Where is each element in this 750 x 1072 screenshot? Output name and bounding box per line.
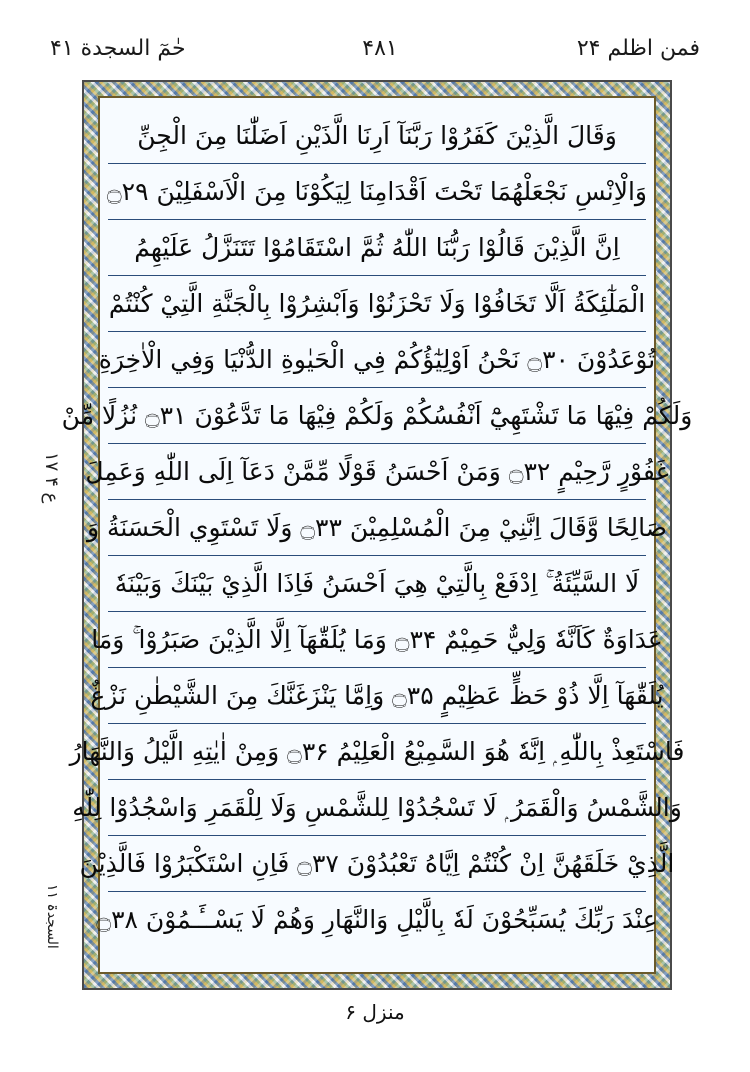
verse-line: اِنَّ الَّذِيْنَ قَالُوْا رَبُّنَا اللّٰهُ ثُمَّ اسْتَقَامُوْا تَتَنَزَّلُ عَلَيْهِمُ [108, 220, 646, 276]
verse-line: لَا السَّيِّئَةُ ۚ اِدْفَعْ بِالَّتِيْ هِيَ اَحْسَنُ فَاِذَا الَّذِيْ بَيْنَكَ وَبَيْنَهٗ [108, 556, 646, 612]
verse-line: وَالْاِنْسِ نَجْعَلْهُمَا تَحْتَ اَقْدَامِنَا لِيَكُوْنَا مِنَ الْاَسْفَلِيْنَ ۝۲۹ [108, 164, 646, 220]
verse-line: تُوْعَدُوْنَ ۝۳۰ نَحْنُ اَوْلِيٰٓؤُكُمْ فِي الْحَيٰوةِ الدُّنْيَا وَفِي الْاٰخِرَةِ [108, 332, 646, 388]
verse-line: يُلَقّٰهَآ اِلَّا ذُوْ حَظٍّ عَظِيْمٍ ۝۳۵ وَاِمَّا يَنْزَغَنَّكَ مِنَ الشَّيْطٰنِ نَزْغٌ [108, 668, 646, 724]
page-header [0, 0, 750, 80]
verse-line: عِنْدَ رَبِّكَ يُسَبِّحُوْنَ لَهٗ بِالَّيْلِ وَالنَّهَارِ وَهُمْ لَا يَسْــَٔـمُوْنَ ۝۳۸ [96, 905, 658, 934]
verse-line: الَّذِيْ خَلَقَهُنَّ اِنْ كُنْتُمْ اِيَّاهُ تَعْبُدُوْنَ ۝۳۷ فَاِنِ اسْتَكْبَرُوْا فَالَّذِيْنَ [108, 836, 646, 892]
surah-name: حٰمٓ السجدة ۴۱ [50, 36, 186, 61]
verse-line: الْمَلٰٓئِكَةُ اَلَّا تَخَافُوْا وَلَا تَحْزَنُوْا وَاَبْشِرُوْا بِالْجَنَّةِ الَّتِيْ كُنْتُمْ [108, 276, 646, 332]
verse-lines [61, 108, 693, 962]
text-panel [61, 96, 693, 974]
page-number: ۴۸۱ [362, 36, 398, 61]
verse-line: وَالشَّمْسُ وَالْقَمَرُ ۭ لَا تَسْجُدُوْا لِلشَّمْسِ وَلَا لِلْقَمَرِ وَاسْجُدُوْا لِلّٰهِ [108, 780, 646, 836]
ornamental-border [61, 80, 693, 990]
verse-line: غَفُوْرٍ رَّحِيْمٍ ۝۳۲ وَمَنْ اَحْسَنُ قَوْلًا مِّمَّنْ دَعَآ اِلَى اللّٰهِ وَعَمِلَ [108, 444, 646, 500]
manzil-label: منزل ۶ [345, 1000, 405, 1024]
ruku-marker: ع ۴ ۱۷ [41, 452, 62, 504]
sajda-marker: السجدۃ ۱۱ [44, 884, 60, 949]
verse-line: وَلَكُمْ فِيْهَا مَا تَشْتَهِيْٓ اَنْفُسُكُمْ وَلَكُمْ فِيْهَا مَا تَدَّعُوْنَ ۝۳۱ نُزُلًا مِّنْ [108, 388, 646, 444]
para-name: فمن اظلم ۲۴ [576, 36, 700, 61]
verse-line: فَاسْتَعِذْ بِاللّٰهِ ۭ اِنَّهٗ هُوَ السَّمِيْعُ الْعَلِيْمُ ۝۳۶ وَمِنْ اٰيٰتِهِ الَّيْلُ وَالنَّهَارُ [108, 724, 646, 780]
verse-line: عَدَاوَةٌ كَاَنَّهٗ وَلِيٌّ حَمِيْمٌ ۝۳۴ وَمَا يُلَقّٰهَآ اِلَّا الَّذِيْنَ صَبَرُوْا ۚ وَمَا [108, 612, 646, 668]
verse-line: صَالِحًا وَّقَالَ اِنَّنِيْ مِنَ الْمُسْلِمِيْنَ ۝۳۳ وَلَا تَسْتَوِي الْحَسَنَةُ وَ [108, 500, 646, 556]
verse-line: وَقَالَ الَّذِيْنَ كَفَرُوْا رَبَّنَآ اَرِنَا الَّذَيْنِ اَضَلّٰنَا مِنَ الْجِنِّ [108, 108, 646, 164]
